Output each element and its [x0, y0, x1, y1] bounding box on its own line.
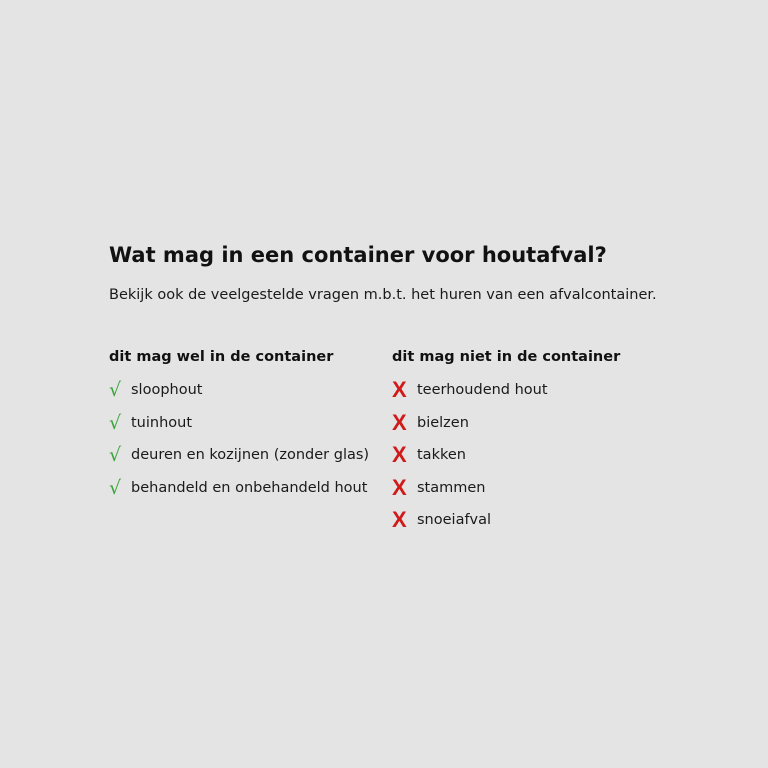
cross-icon: X [392, 442, 407, 468]
denied-item-label: takken [417, 447, 466, 464]
denied-item [392, 374, 620, 407]
page-subtitle: Bekijk ook de veelgestelde vragen m.b.t. het huren van een afvalcontainer. [109, 287, 657, 303]
cross-icon: X [392, 409, 407, 435]
allowed-item-label: sloophout [131, 382, 203, 399]
checkmark-icon: √ [109, 379, 122, 402]
allowed-item [109, 374, 369, 407]
cross-icon: X [392, 377, 407, 403]
denied-column [392, 347, 620, 537]
allowed-item-label: behandeld en onbehandeld hout [131, 479, 368, 496]
denied-item-label: stammen [417, 479, 486, 496]
denied-heading: dit mag niet in de container [392, 349, 621, 365]
cross-icon: X [392, 507, 407, 533]
denied-item-label: teerhoudend hout [417, 382, 548, 399]
checkmark-icon: √ [109, 476, 122, 499]
allowed-item [109, 472, 369, 505]
denied-item-label: snoeiafval [417, 512, 492, 529]
denied-item-label: bielzen [417, 414, 469, 431]
cross-icon: X [392, 474, 407, 500]
allowed-item-label: tuinhout [131, 414, 193, 431]
allowed-heading: dit mag wel in de container [109, 349, 334, 365]
checkmark-icon: √ [109, 411, 122, 434]
denied-item [392, 472, 620, 505]
allowed-item [109, 439, 369, 472]
allowed-column [109, 347, 369, 504]
denied-item [392, 504, 620, 537]
allowed-item-label: deuren en kozijnen (zonder glas) [131, 447, 370, 464]
denied-item [392, 407, 620, 440]
page-title: Wat mag in een container voor houtafval? [109, 243, 607, 267]
checkmark-icon: √ [109, 444, 122, 467]
allowed-item [109, 407, 369, 440]
denied-item [392, 439, 620, 472]
